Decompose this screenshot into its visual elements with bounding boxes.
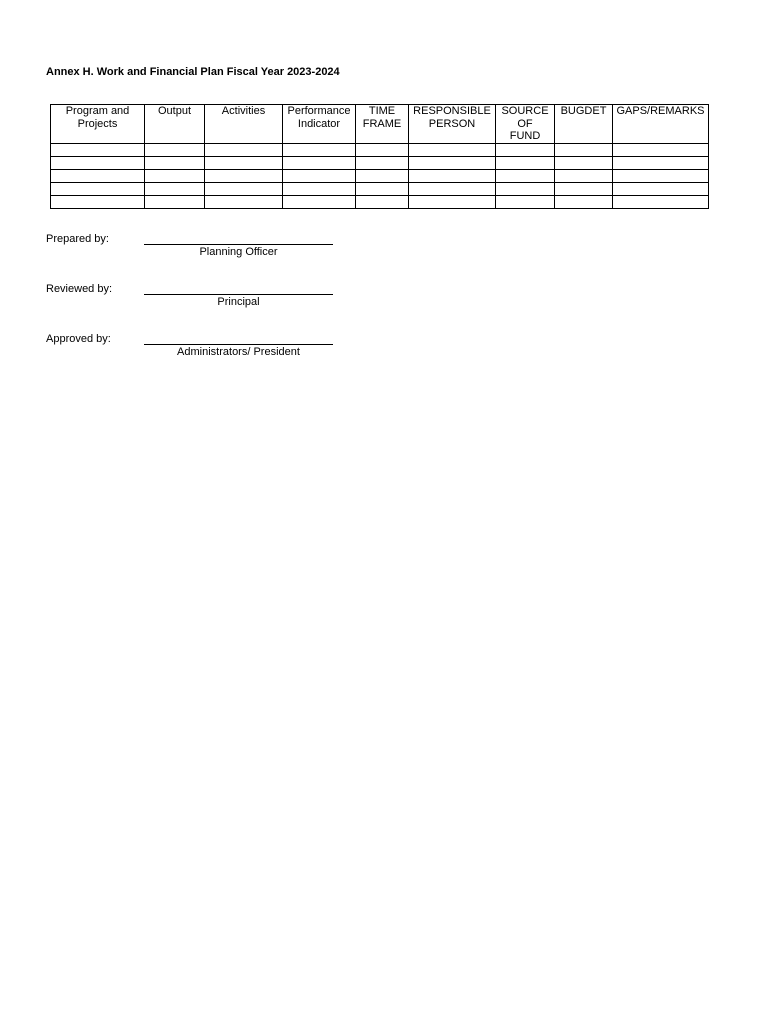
table-cell[interactable] — [496, 169, 555, 182]
table-cell[interactable] — [409, 143, 496, 156]
table-cell[interactable] — [496, 195, 555, 208]
signature-role-prepared: Planning Officer — [199, 246, 278, 258]
table-cell[interactable] — [555, 143, 613, 156]
table-cell[interactable] — [613, 169, 709, 182]
signature-block-reviewed — [46, 283, 346, 313]
table-cell[interactable] — [496, 182, 555, 195]
table-cell[interactable] — [205, 156, 283, 169]
table-cell[interactable] — [356, 169, 409, 182]
column-header-gaps-remarks: GAPS/REMARKS — [613, 105, 709, 144]
table-cell[interactable] — [205, 143, 283, 156]
table-cell[interactable] — [613, 182, 709, 195]
table-cell[interactable] — [51, 182, 145, 195]
table-cell[interactable] — [283, 143, 356, 156]
table-cell[interactable] — [145, 156, 205, 169]
table-cell[interactable] — [409, 195, 496, 208]
table-cell[interactable] — [283, 156, 356, 169]
table-cell[interactable] — [409, 182, 496, 195]
table-cell[interactable] — [205, 169, 283, 182]
table-cell[interactable] — [283, 195, 356, 208]
column-header-output: Output — [145, 105, 205, 144]
document-title: Annex H. Work and Financial Plan Fiscal Year 2023-2024 — [46, 66, 340, 78]
signature-role-reviewed: Principal — [217, 296, 260, 308]
table-cell[interactable] — [409, 156, 496, 169]
signature-line-approved[interactable] — [144, 344, 333, 345]
signature-block-prepared — [46, 233, 346, 263]
table-cell[interactable] — [555, 195, 613, 208]
table-cell[interactable] — [409, 169, 496, 182]
signature-line-prepared[interactable] — [144, 244, 333, 245]
table-cell[interactable] — [555, 169, 613, 182]
column-header-responsible-person: RESPONSIBLE PERSON — [409, 105, 496, 144]
table-row — [51, 156, 709, 169]
table-row — [51, 143, 709, 156]
column-header-performance-indicator: Performance Indicator — [283, 105, 356, 144]
table-cell[interactable] — [496, 156, 555, 169]
table-cell[interactable] — [205, 182, 283, 195]
table-header-row — [51, 105, 709, 144]
column-header-time-frame: TIME FRAME — [356, 105, 409, 144]
table-cell[interactable] — [145, 182, 205, 195]
table-cell[interactable] — [51, 169, 145, 182]
table-row — [51, 169, 709, 182]
table-cell[interactable] — [555, 182, 613, 195]
work-financial-plan-table — [50, 104, 709, 209]
signature-label-prepared: Prepared by: — [46, 233, 109, 245]
table-cell[interactable] — [555, 156, 613, 169]
signature-label-reviewed: Reviewed by: — [46, 283, 113, 295]
column-header-activities: Activities — [205, 105, 283, 144]
table-cell[interactable] — [145, 143, 205, 156]
signature-role-approved: Administrators/ President — [177, 346, 300, 358]
column-header-budget: BUGDET — [555, 105, 613, 144]
table-cell[interactable] — [145, 195, 205, 208]
table-cell[interactable] — [356, 156, 409, 169]
signature-label-approved: Approved by: — [46, 333, 111, 345]
table-cell[interactable] — [51, 195, 145, 208]
table-row — [51, 182, 709, 195]
table-cell[interactable] — [205, 195, 283, 208]
table-cell[interactable] — [51, 143, 145, 156]
table-cell[interactable] — [613, 143, 709, 156]
column-header-program-projects: Program and Projects — [51, 105, 145, 144]
table-cell[interactable] — [145, 169, 205, 182]
signature-line-reviewed[interactable] — [144, 294, 333, 295]
table-cell[interactable] — [51, 156, 145, 169]
table-cell[interactable] — [613, 195, 709, 208]
table-cell[interactable] — [356, 195, 409, 208]
column-header-source-of-fund: SOURCE OF FUND — [496, 105, 555, 144]
table-cell[interactable] — [283, 169, 356, 182]
table-cell[interactable] — [283, 182, 356, 195]
table-cell[interactable] — [356, 182, 409, 195]
table-row — [51, 195, 709, 208]
table-cell[interactable] — [356, 143, 409, 156]
table-cell[interactable] — [613, 156, 709, 169]
signature-block-approved — [46, 333, 346, 363]
table-cell[interactable] — [496, 143, 555, 156]
